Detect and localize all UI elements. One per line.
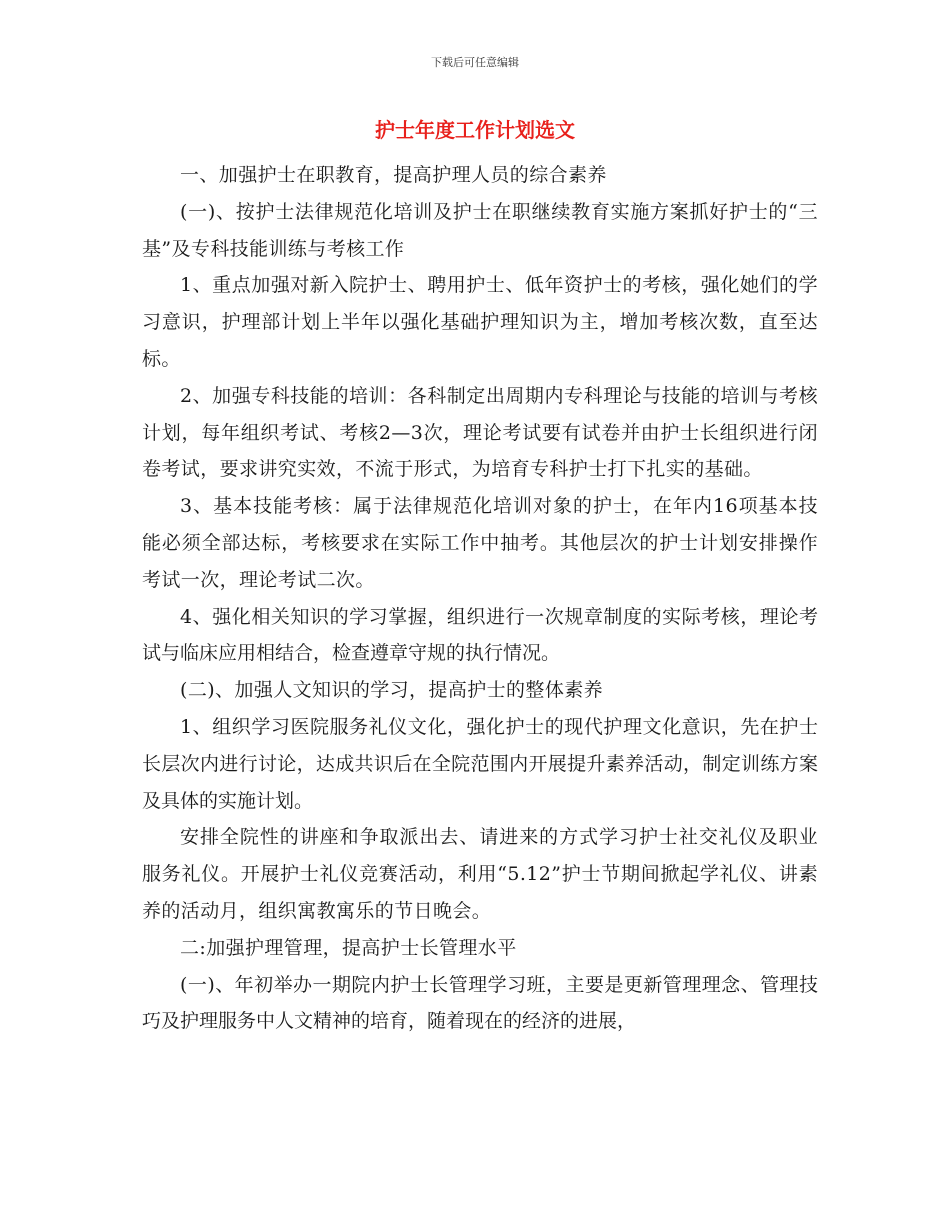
paragraph-section-2-item-1: (一)、年初举办一期院内护士长管理学习班，主要是更新管理理念、管理技巧及护理服务中人文精神的培育，随着现在的经济的进展， (142, 973, 818, 1033)
paragraph-subsection-1-heading: (一)、按护士法律规范化培训及护士在职继续教育实施方案抓好护士的“三基”及专科技能训练与考核工作 (142, 200, 818, 260)
paragraph-item-4: 4、强化相关知识的学习掌握，组织进行一次规章制度的实际考核，理论考试与临床应用相结合，检查遵章守规的执行情况。 (142, 605, 818, 665)
paragraph-subsection-2-heading: (二)、加强人文知识的学习，提高护士的整体素养 (180, 679, 604, 702)
document-body (142, 157, 818, 1040)
paragraph-subsection-2-item-1: 1、组织学习医院服务礼仪文化，强化护士的现代护理文化意识，先在护士长层次内进行讨论，达成共识后在全院范围内开展提升素养活动，制定训练方案及具体的实施计划。 (142, 715, 818, 812)
paragraph-item-3: 3、基本技能考核：属于法律规范化培训对象的护士，在年内16项基本技能必须全部达标，考核要求在实际工作中抽考。其他层次的护士计划安排操作考试一次，理论考试二次。 (142, 495, 818, 591)
paragraph-item-1: 1、重点加强对新入院护士、聘用护士、低年资护士的考核，强化她们的学习意识，护理部计划上半年以强化基础护理知识为主，增加考核次数，直至达标。 (142, 274, 818, 370)
paragraph-section-1-heading: 一、加强护士在职教育，提高护理人员的综合素养 (180, 164, 607, 186)
document-title: 护士年度工作计划选文 (375, 118, 575, 142)
paragraph-item-2: 2、加强专科技能的培训：各科制定出周期内专科理论与技能的培训与考核计划，每年组织考试、考核2—3次，理论考试要有试卷并由护士长组织进行闭卷考试，要求讲究实效，不流于形式，为培育专科护士打下扎实的基础。 (142, 384, 818, 481)
header-note: 下载后可任意编辑 (431, 56, 519, 69)
paragraph-section-2-heading: 二:加强护理管理，提高护士长管理水平 (180, 936, 517, 959)
paragraph-etiquette-activities: 安排全院性的讲座和争取派出去、请进来的方式学习护士社交礼仪及职业服务礼仪。开展护士礼仪竞赛活动，利用“5.12”护士节期间掀起学礼仪、讲素养的活动月，组织寓教寓乐的节日晚会。 (142, 826, 818, 922)
